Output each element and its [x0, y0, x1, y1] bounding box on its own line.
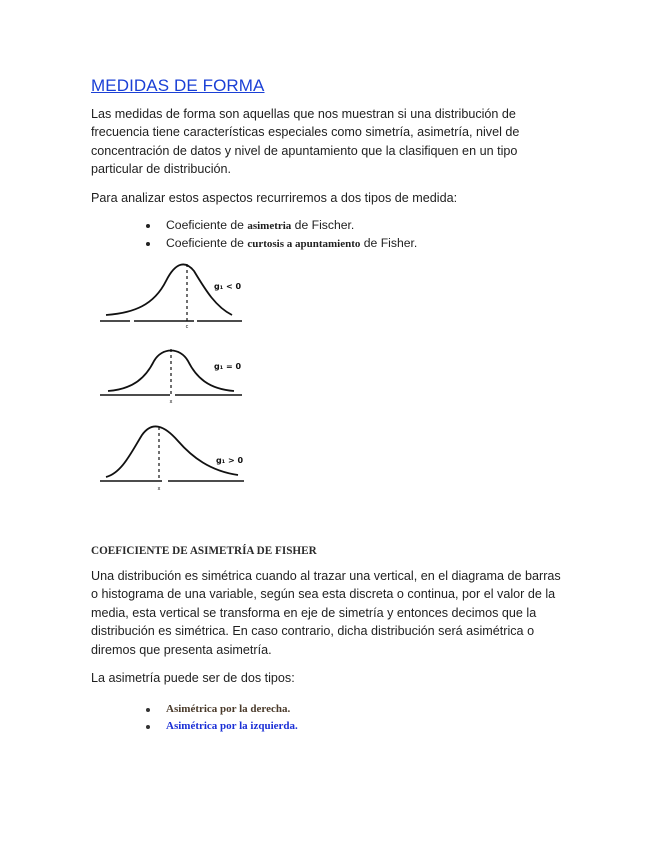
- symmetric-curve: [94, 341, 244, 405]
- measures-intro: Para analizar estos aspectos recurriremos a dos tipos de medida:: [91, 190, 458, 205]
- figure-label-3: g₁ > 0: [216, 456, 244, 466]
- svg-text:c: c: [185, 324, 189, 330]
- intro-paragraph: Las medidas de forma son aquellas que nos muestran si una distribución de frecuencia tiene características especiales como simetría, asimetría, nivel de concentración de datos y nivel de apuntamiento que la clasifiquen en un tipo particular de distribución.: [91, 107, 520, 177]
- section-heading: COEFICIENTE DE ASIMETRÍA DE FISHER: [91, 545, 317, 558]
- positive-skew-curve: [94, 421, 244, 493]
- asymmetry-types-list: [91, 701, 566, 735]
- svg-text:x: x: [157, 486, 161, 493]
- measures-list: [91, 217, 566, 253]
- figure-label-1: g₁ < 0: [214, 282, 242, 292]
- document-page: [91, 76, 566, 735]
- list-item-asimetria: Coeficiente de asimetria de Fischer.: [166, 217, 566, 235]
- list-item-curtosis: Coeficiente de curtosis a apuntamiento de Fisher.: [166, 235, 566, 253]
- svg-text:x: x: [169, 399, 173, 406]
- symmetry-paragraph: Una distribución es simétrica cuando al trazar una vertical, en el diagrama de barras o histograma de una variable, según sea esta discreta o continua, por el valor de la media, esta vertical se transforma en eje de simetría y entonces decimos que la distribución es simétrica. En caso contrario, dicha distribución será asimétrica o diremos que presenta asimetría.: [91, 569, 561, 657]
- list-item-right[interactable]: Asimétrica por la derecha.: [166, 701, 566, 718]
- skewness-figures: [94, 253, 566, 513]
- figure-label-2: g₁ = 0: [214, 362, 242, 372]
- page-title[interactable]: MEDIDAS DE FORMA: [91, 76, 265, 95]
- negative-skew-curve: [94, 257, 244, 329]
- list-item-left[interactable]: Asimétrica por la izquierda.: [166, 718, 566, 735]
- types-intro: La asimetría puede ser de dos tipos:: [91, 671, 295, 686]
